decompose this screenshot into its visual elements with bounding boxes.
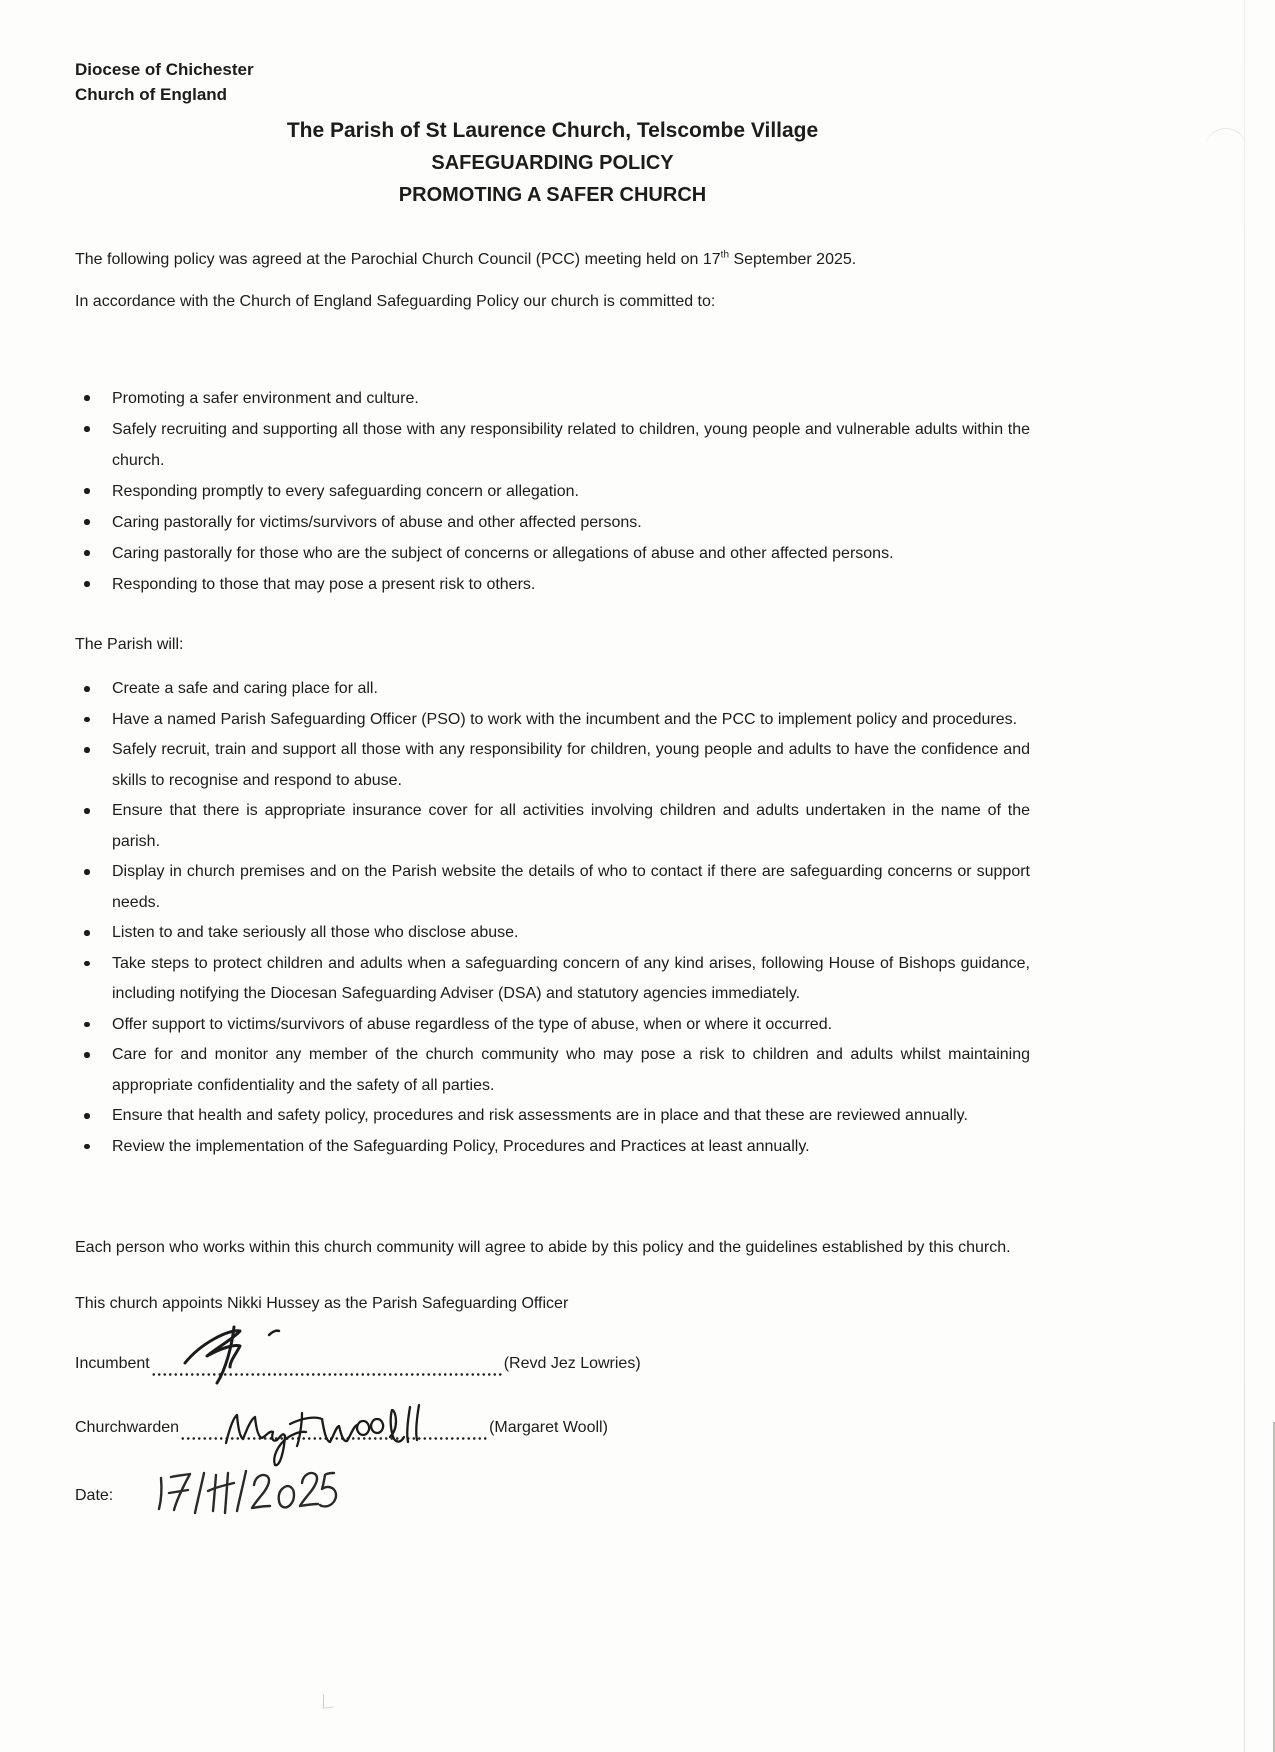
bullet-icon	[84, 426, 90, 432]
list-item-text: Caring pastorally for victims/survivors of abuse and other affected persons.	[112, 514, 642, 531]
incumbent-name: (Revd Jez Lowries)	[503, 1355, 641, 1372]
bullet-icon	[84, 519, 90, 525]
bullet-icon	[84, 550, 90, 556]
incumbent-label: Incumbent	[75, 1355, 150, 1372]
scan-artifact	[323, 1693, 334, 1708]
bullet-icon	[84, 686, 90, 692]
bullet-icon	[84, 747, 90, 753]
list-item	[75, 1132, 1030, 1163]
list-item	[75, 507, 1030, 538]
list-item	[75, 674, 1030, 705]
list-item	[75, 735, 1030, 796]
list-item-text: Responding promptly to every safeguarding concern or allegation.	[112, 483, 579, 500]
list-item-text: Safely recruit, train and support all those with any responsibility for children, young people and adults to have the confidence and skills to recognise and respond to abuse.	[112, 741, 1030, 789]
bullet-icon	[84, 717, 90, 723]
agreed-text-post: September 2025.	[729, 251, 857, 268]
list-item-text: Responding to those that may pose a present risk to others.	[112, 576, 536, 593]
list-item	[75, 383, 1030, 414]
list-item	[75, 476, 1030, 507]
churchwarden-label: Churchwarden	[75, 1419, 180, 1436]
org-header	[75, 57, 1030, 107]
agreed-paragraph	[75, 245, 1030, 275]
org-name: Diocese of Chichester	[75, 60, 254, 79]
date-label: Date:	[75, 1486, 114, 1504]
list-item	[75, 414, 1030, 476]
list-item	[75, 569, 1030, 600]
appointment-paragraph: This church appoints Nikki Hussey as the Parish Safeguarding Officer	[75, 1295, 569, 1312]
agreed-text-pre: The following policy was agreed at the Parochial Church Council (PCC) meeting held on 17	[75, 251, 721, 268]
document-title: The Parish of St Laurence Church, Telscombe Village	[286, 119, 819, 142]
list-item	[75, 918, 1030, 949]
list-item-text: Promoting a safer environment and culture.	[112, 390, 419, 407]
list-item	[75, 1101, 1030, 1132]
bullet-icon	[84, 930, 90, 936]
list-item	[75, 1010, 1030, 1041]
churchwarden-signature	[220, 1393, 435, 1471]
bullet-icon	[84, 488, 90, 494]
bullet-icon	[84, 1113, 90, 1119]
bullet-icon	[84, 869, 90, 875]
bullet-icon	[84, 581, 90, 587]
bullet-icon	[84, 395, 90, 401]
ordinal-superscript: th	[720, 249, 730, 261]
list-item-text: Listen to and take seriously all those who disclose abuse.	[112, 924, 519, 941]
document-subtitle-safer-church: PROMOTING A SAFER CHURCH	[398, 184, 707, 206]
list-item	[75, 796, 1030, 857]
bullet-icon	[84, 1052, 90, 1058]
incumbent-signature-row	[75, 1349, 1030, 1379]
parish-will-list	[75, 674, 1030, 1162]
churchwarden-dotted-line	[180, 1423, 488, 1443]
list-item-text: Have a named Parish Safeguarding Officer (PSO) to work with the incumbent and the PCC to implement policy and procedures.	[112, 710, 1018, 728]
list-item-text: Offer support to victims/survivors of abuse regardless of the type of abuse, when or where it occurred.	[112, 1015, 833, 1033]
title-block	[75, 115, 1030, 211]
commitments-list	[75, 383, 1030, 600]
list-item	[75, 1040, 1030, 1101]
list-item-text: Review the implementation of the Safeguarding Policy, Procedures and Practices at least annually.	[112, 1137, 810, 1155]
list-item	[75, 949, 1030, 1010]
bullet-icon	[84, 1144, 90, 1150]
list-item-text: Display in church premises and on the Parish website the details of who to contact if there are safeguarding concerns or support needs.	[112, 863, 1030, 911]
list-item-text: Safely recruiting and supporting all those with any responsibility related to children, young people and vulnerable adults within the church.	[112, 421, 1030, 469]
list-item-text: Ensure that there is appropriate insurance cover for all activities involving children and adults undertaken in the name of the parish.	[112, 802, 1030, 850]
list-item-text: Take steps to protect children and adults when a safeguarding concern of any kind arises, following House of Bishops guidance, including notifying the Diocesan Safeguarding Adviser (DSA) and statutory agencies immediately.	[112, 954, 1030, 1002]
bullet-icon	[84, 961, 90, 967]
agreement-paragraph: Each person who works within this church community will agree to abide by this policy and the guidelines established by this church.	[75, 1239, 1011, 1256]
churchwarden-name: (Margaret Wooll)	[489, 1419, 608, 1436]
handwritten-date	[147, 1465, 347, 1520]
accordance-paragraph: In accordance with the Church of England Safeguarding Policy our church is committed to:	[75, 293, 716, 310]
scan-edge-line	[1244, 0, 1246, 1752]
date-row	[75, 1471, 1030, 1520]
list-item-text: Create a safe and caring place for all.	[112, 680, 378, 697]
incumbent-dotted-line	[151, 1359, 503, 1379]
incumbent-signature	[173, 1311, 308, 1391]
org-subname: Church of England	[75, 85, 228, 104]
list-item-text: Care for and monitor any member of the church community who may pose a risk to children and adults whilst maintaining appropriate confidentiality and the safety of all parties.	[112, 1046, 1030, 1094]
list-item-text: Caring pastorally for those who are the subject of concerns or allegations of abuse and other affected persons.	[112, 545, 894, 562]
list-item	[75, 857, 1030, 918]
churchwarden-signature-row	[75, 1413, 1030, 1443]
bullet-icon	[84, 1022, 90, 1028]
bullet-icon	[84, 808, 90, 814]
parish-will-heading: The Parish will:	[75, 636, 184, 653]
document-content	[75, 57, 1030, 1520]
list-item	[75, 705, 1030, 736]
list-item-text: Ensure that health and safety policy, procedures and risk assessments are in place and that these are reviewed annually.	[112, 1107, 968, 1124]
document-subtitle-policy: SAFEGUARDING POLICY	[431, 152, 674, 174]
list-item	[75, 538, 1030, 569]
